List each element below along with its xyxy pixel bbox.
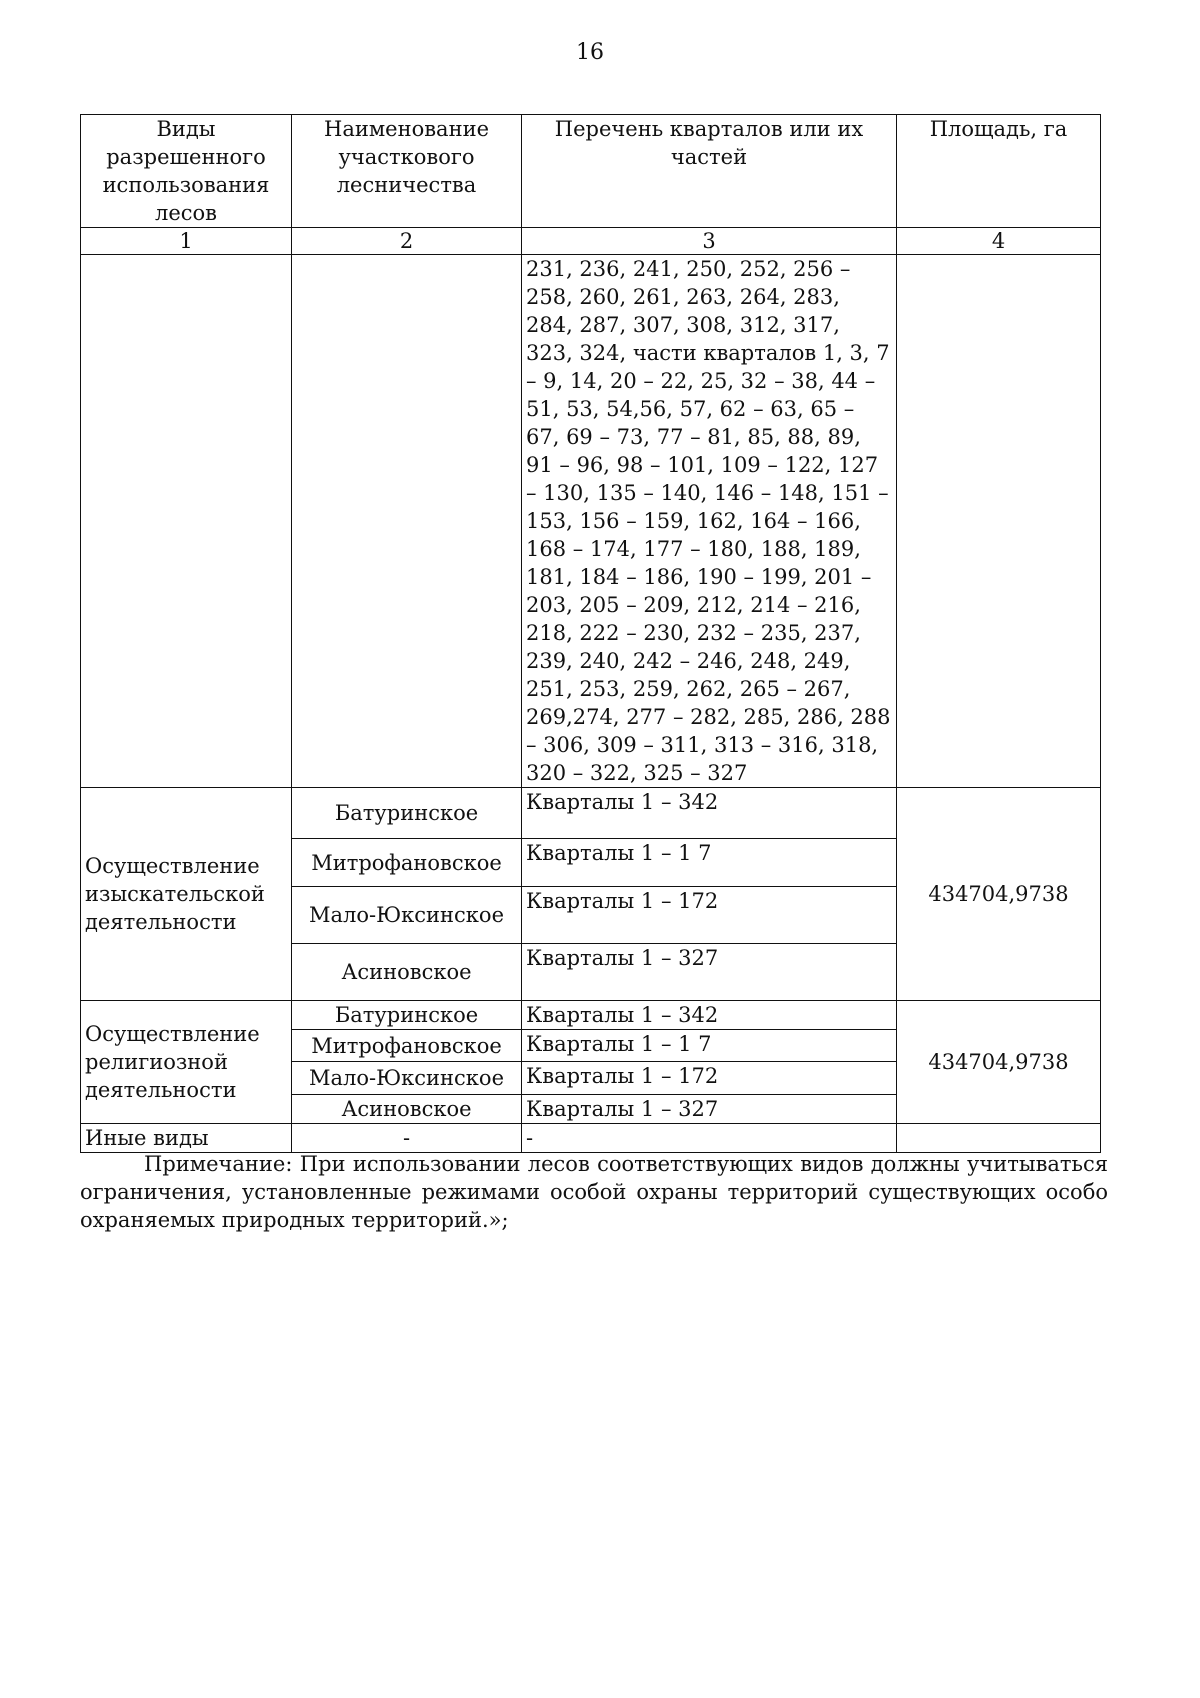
- header-forestry-name: Наименование участкового лесничества: [292, 115, 522, 228]
- continuation-row: [81, 255, 1101, 788]
- table-header-row: [81, 115, 1101, 228]
- column-number: 2: [292, 228, 522, 255]
- forestry-name: -: [292, 1124, 522, 1153]
- quarters-cell: -: [522, 1124, 897, 1153]
- forestry-name: Батуринское: [292, 788, 522, 839]
- column-number: 1: [81, 228, 292, 255]
- empty-cell: [81, 255, 292, 788]
- forest-use-table: [80, 114, 1101, 1153]
- quarters-cell: Кварталы 1 – 342: [522, 1001, 897, 1030]
- forestry-name: Мало-Юксинское: [292, 887, 522, 944]
- table-row: [81, 788, 1101, 839]
- column-numbers-row: [81, 228, 1101, 255]
- page-number: 16: [576, 40, 604, 65]
- note-paragraph: Примечание: При использовании лесов соответствующих видов должны учитываться ограничения, установленные режимами особой охраны территорий существующих особо охраняемых природных территорий.»;: [80, 1152, 1108, 1232]
- forestry-name: Мало-Юксинское: [292, 1062, 522, 1095]
- area-other: [897, 1124, 1101, 1153]
- quarters-cell: Кварталы 1 – 327: [522, 944, 897, 1001]
- forestry-name: Батуринское: [292, 1001, 522, 1030]
- forestry-name: Асиновское: [292, 944, 522, 1001]
- forestry-name: Митрофановское: [292, 1030, 522, 1062]
- activity-other: Иные виды: [81, 1124, 292, 1153]
- empty-cell: [292, 255, 522, 788]
- area-survey: 434704,9738: [897, 788, 1101, 1001]
- quarters-cell: Кварталы 1 – 1 7: [522, 1030, 897, 1062]
- header-area: Площадь, га: [897, 115, 1101, 228]
- quarters-cell: Кварталы 1 – 1 7: [522, 839, 897, 887]
- column-number: 4: [897, 228, 1101, 255]
- continuation-quarters-cell: [522, 255, 897, 788]
- header-quarters-list: Перечень кварталов или их частей: [522, 115, 897, 228]
- quarters-cell: Кварталы 1 – 172: [522, 1062, 897, 1095]
- table-row: [81, 1001, 1101, 1030]
- column-number: 3: [522, 228, 897, 255]
- area-religious: 434704,9738: [897, 1001, 1101, 1124]
- activity-survey: Осуществление изыскательской деятельности: [81, 788, 292, 1001]
- forestry-name: Митрофановское: [292, 839, 522, 887]
- empty-cell: [897, 255, 1101, 788]
- table-row: [81, 1124, 1101, 1153]
- quarters-cell: Кварталы 1 – 327: [522, 1095, 897, 1124]
- quarters-cell: Кварталы 1 – 342: [522, 788, 897, 839]
- continuation-quarters: 231, 236, 241, 250, 252, 256 – 258, 260, 261, 263, 264, 283, 284, 287, 307, 308, 312, 317, 323, 324, части кварталов 1, 3, 7 – 9, 14, 20 – 22, 25, 32 – 38, 44 – 51, 53, 54,56, 57, 62 – 63, 65 – 67, 69 – 73, 77 – 81, 85, 88, 89, 91 – 96, 98 – 101, 109 – 122, 127 – 130, 135 – 140, 146 – 148, 151 – 153, 156 – 159, 162, 164 – 166, 168 – 174, 177 – 180, 188, 189, 181, 184 – 186, 190 – 199, 201 – 203, 205 – 209, 212, 214 – 216, 218, 222 – 230, 232 – 235, 237, 239, 240, 242 – 246, 248, 249, 251, 253, 259, 262, 265 – 267, 269,274, 277 – 282, 285, 286, 288 – 306, 309 – 311, 313 – 316, 318, 320 – 322, 325 – 327: [526, 257, 891, 785]
- header-use-type: Виды разрешенного использования лесов: [81, 115, 292, 228]
- activity-religious: Осуществление религиозной деятельности: [81, 1001, 292, 1124]
- quarters-cell: Кварталы 1 – 172: [522, 887, 897, 944]
- forestry-name: Асиновское: [292, 1095, 522, 1124]
